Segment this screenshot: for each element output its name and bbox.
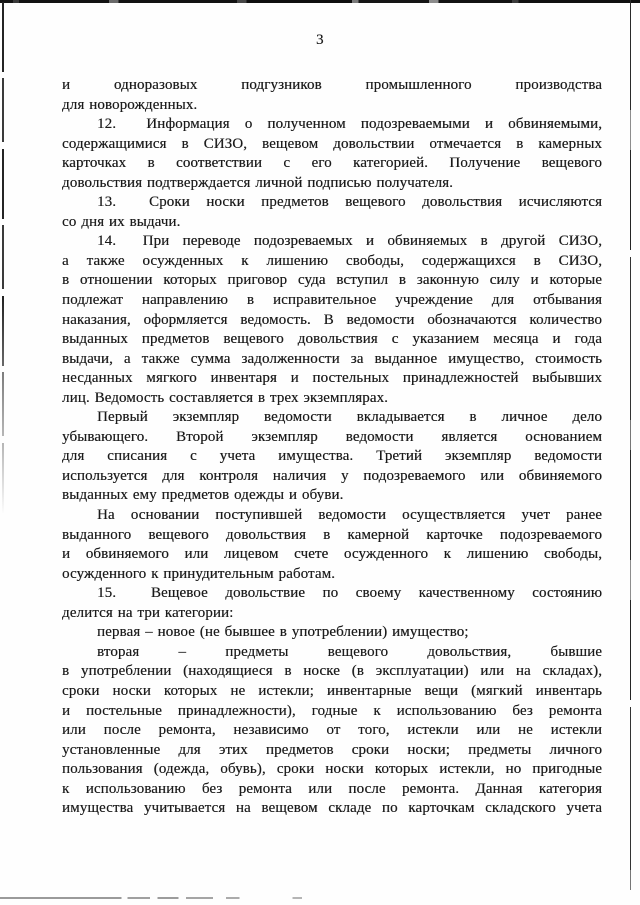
text-line: Первый экземпляр ведомости вкладывается в личное дело — [97, 409, 602, 426]
scan-edge-left — [2, 2, 4, 542]
text-line: выданных ему предметов одежды и обуви. — [62, 487, 344, 504]
text-line: На основании поступившей ведомости осуществляется учет ранее — [97, 507, 602, 524]
text-line: пользования (одежда, обувь), сроки носки которых истекли, но пригодные — [62, 761, 602, 778]
text-line: и постельные принадлежности), годные к использованию без ремонта — [62, 702, 602, 719]
text-line: подлежат направлению в исправительное учреждение для отбывания — [62, 292, 602, 309]
text-line: 13. Сроки носки предметов вещевого довольствия исчисляются — [97, 194, 602, 211]
text-line: в отношении которых приговор суда вступил в законную силу и которые — [62, 272, 602, 289]
text-line: убывающего. Второй экземпляр ведомости является основанием — [62, 428, 602, 445]
text-line: 12. Информация о полученном подозреваемыми и обвиняемыми, — [97, 116, 602, 133]
text-line: вторая – предметы вещевого довольствия, бывшие — [97, 643, 602, 660]
text-line: и одноразовых подгузников промышленного производства — [62, 77, 602, 93]
text-line: лиц. Ведомость составляется в трех экземплярах. — [62, 389, 388, 406]
text-line: сроки носки которых не истекли; инвентарные вещи (мягкий инвентарь — [62, 682, 602, 699]
page-number: 3 — [316, 32, 324, 48]
text-line: выданных предметов вещевого довольствия с указанием месяца и года — [62, 331, 602, 348]
scan-smudge-bottom — [0, 897, 380, 899]
text-line: со дня их выдачи. — [62, 213, 181, 230]
scan-edge-top — [0, 0, 640, 3]
text-line: осужденного к принудительным работам. — [62, 565, 336, 582]
text-line: первая – новое (не бывшее в употреблении) имущество; — [97, 624, 469, 641]
text-line: несданных мягкого инвентаря и постельных принадлежностей выбывших — [62, 370, 602, 387]
text-line: в употреблении (находящиеся в носке (в эксплуатации) или на складах), — [62, 663, 602, 680]
text-line: содержащимися в СИЗО, вещевом довольствии отмечается в камерных — [62, 135, 602, 152]
document-body — [62, 76, 602, 819]
text-line: 15. Вещевое довольствие по своему качественному состоянию — [97, 585, 602, 602]
text-line: выдачи, а также сумма задолженности за выданное имущество, стоимость — [62, 350, 602, 367]
text-line: а также осужденных к лишению свободы, содержащихся в СИЗО, — [62, 252, 602, 269]
text-line: для новорожденных. — [62, 96, 198, 113]
text-line: используется для контроля наличия у подозреваемого или обвиняемого — [62, 467, 602, 484]
text-line: делится на три категории: — [62, 604, 234, 621]
text-line: 14. При переводе подозреваемых и обвиняемых в другой СИЗО, — [97, 233, 602, 250]
text-line: и обвиняемого или лицевом счете осужденного к лишению свободы, — [62, 546, 602, 563]
text-line: к использованию без ремонта или после ремонта. Данная категория — [62, 780, 602, 797]
text-line: карточках в соответствии с его категорией. Получение вещевого — [62, 155, 602, 172]
text-line: установленные для этих предметов сроки носки; предметы личного — [62, 741, 602, 758]
text-line: или после ремонта, независимо от того, истекли или не истекли — [62, 722, 602, 739]
text-line: довольствия подтверждается личной подписью получателя. — [62, 174, 453, 191]
text-line: наказания, оформляется ведомость. В ведомости обозначаются количество — [62, 311, 602, 328]
text-line: выданного вещевого довольствия в камерной карточке подозреваемого — [62, 526, 602, 543]
text-line: имущества учитывается на вещевом складе по карточкам складского учета — [62, 800, 602, 817]
scan-edge-right — [630, 0, 631, 890]
text-line: для списания с учета имущества. Третий экземпляр ведомости — [62, 448, 602, 465]
